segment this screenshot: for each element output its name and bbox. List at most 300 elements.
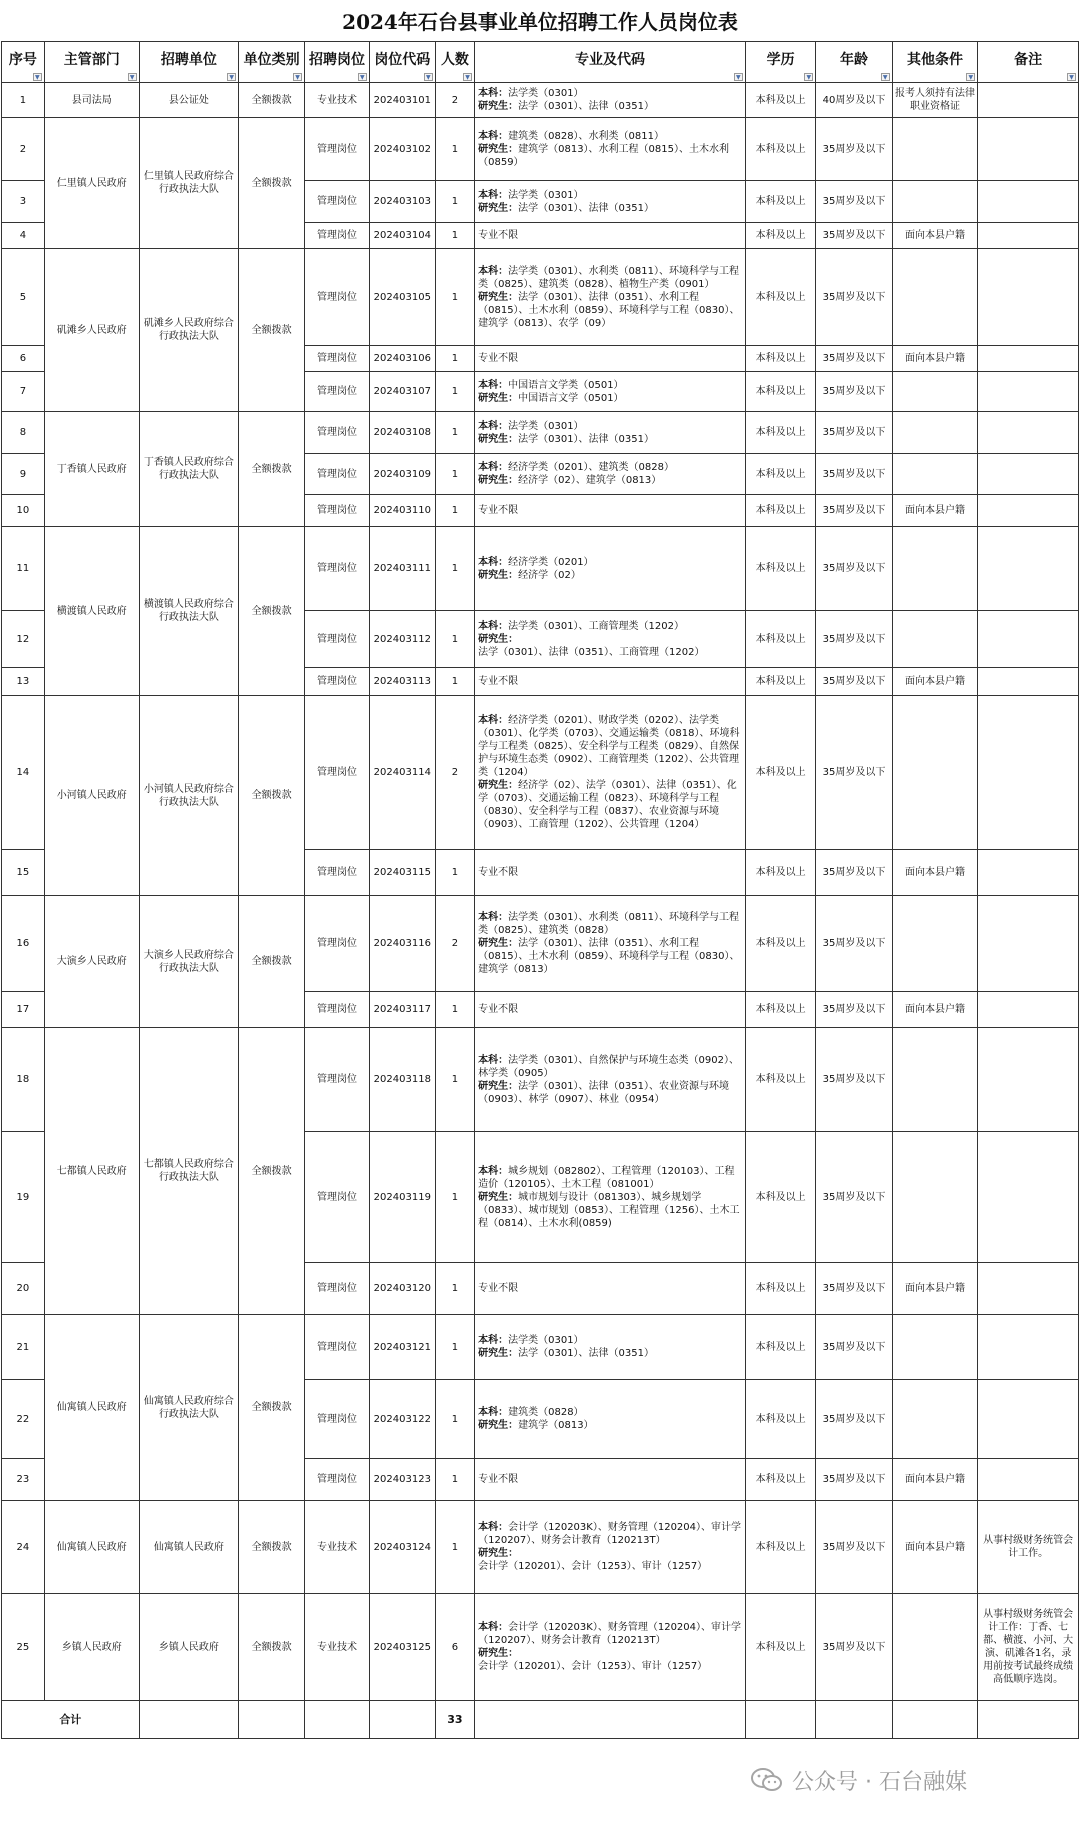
col-header-code[interactable]: 岗位代码 ▼ (369, 42, 435, 83)
col-header-other[interactable]: 其他条件 ▼ (892, 42, 978, 83)
major-line (478, 1165, 743, 1191)
cell-dept: 大演乡人民政府 (44, 896, 139, 1028)
cell-seq: 24 (2, 1501, 45, 1594)
cell-post: 管理岗位 (305, 249, 370, 346)
degree-label: 本科： (478, 1335, 509, 1346)
cell-edu: 本科及以上 (745, 611, 816, 668)
cell-major (475, 223, 746, 249)
col-header-age[interactable]: 年龄 ▼ (816, 42, 892, 83)
cell-note (978, 696, 1079, 850)
cell-major (475, 896, 746, 992)
major-line (478, 461, 743, 474)
major-text: 经济学（02） (518, 569, 581, 581)
cell-post: 专业技术 (305, 1594, 370, 1701)
major-text: 专业不限 (478, 867, 519, 878)
major-line (478, 714, 743, 779)
degree-label: 研究生： (478, 569, 519, 581)
cell-edu: 本科及以上 (745, 372, 816, 412)
major-line (478, 379, 743, 392)
cell-count: 6 (435, 1594, 474, 1701)
cell-other: 面向本县户籍 (892, 223, 978, 249)
col-header-seq[interactable]: 序号 ▼ (2, 42, 45, 83)
cell-post: 专业技术 (305, 83, 370, 118)
major-text: 法学类（0301）、水利类（0811）、环境科学与工程类（0825）、建筑类（0828）、植物生产类（0901） (478, 265, 740, 290)
major-text: 经济学（02）、建筑学（0813） (518, 475, 662, 486)
major-text: 专业不限 (478, 1004, 519, 1015)
major-text: 法学类（0301）、工商管理类（1202） (508, 620, 685, 632)
cell-edu: 本科及以上 (745, 223, 816, 249)
major-line (478, 229, 743, 242)
cell-note (978, 1263, 1079, 1315)
cell-count: 1 (435, 1501, 474, 1594)
cell-code: 202403124 (369, 1501, 435, 1594)
cell-major (475, 992, 746, 1028)
degree-label: 本科： (478, 420, 509, 432)
recruitment-table (1, 41, 1079, 1739)
major-text: 法学（0301）、法律（0351）、水利工程（0815）、土木水利（0859）、环境科学与工程（0830）、建筑学（0813） (478, 938, 740, 975)
filter-icon[interactable]: ▼ (966, 73, 975, 81)
cell-seq: 12 (2, 611, 45, 668)
cell-other (892, 1315, 978, 1380)
major-text: 法学类（0301）、自然保护与环境生态类（0902）、林学类（0905） (478, 1054, 740, 1079)
degree-label: 本科： (478, 715, 509, 726)
cell-post: 管理岗位 (305, 346, 370, 372)
degree-label: 本科： (478, 620, 509, 632)
major-line (478, 1347, 743, 1360)
cell-note (978, 1380, 1079, 1459)
major-text: 专业不限 (478, 505, 519, 516)
cell-note (978, 1132, 1079, 1263)
col-header-unit[interactable]: 招聘单位 ▼ (139, 42, 238, 83)
cell-post: 管理岗位 (305, 412, 370, 454)
degree-label: 本科： (478, 1407, 509, 1418)
col-header-count[interactable]: 人数 ▼ (435, 42, 474, 83)
cell-post: 管理岗位 (305, 495, 370, 527)
cell-major (475, 1594, 746, 1701)
cell-count: 1 (435, 527, 474, 611)
major-line (478, 620, 743, 633)
degree-label: 本科： (478, 912, 509, 923)
cell-major (475, 1263, 746, 1315)
cell-other (892, 611, 978, 668)
cell-post: 管理岗位 (305, 372, 370, 412)
cell-edu: 本科及以上 (745, 181, 816, 223)
cell-dept: 仁里镇人民政府 (44, 118, 139, 249)
cell-age: 35周岁及以下 (816, 992, 892, 1028)
cell-note (978, 83, 1079, 118)
cell-count: 2 (435, 696, 474, 850)
major-line (478, 675, 743, 688)
cell-dept: 丁香镇人民政府 (44, 412, 139, 527)
cell-age: 35周岁及以下 (816, 668, 892, 696)
cell-seq: 8 (2, 412, 45, 454)
cell-note (978, 346, 1079, 372)
cell-count: 1 (435, 118, 474, 181)
cell-post: 管理岗位 (305, 992, 370, 1028)
cell-empty (305, 1701, 370, 1739)
col-header-edu[interactable]: 学历 ▼ (745, 42, 816, 83)
major-line (478, 143, 743, 169)
cell-count: 1 (435, 249, 474, 346)
cell-note (978, 896, 1079, 992)
major-line (478, 1191, 743, 1230)
filter-icon[interactable]: ▼ (881, 73, 890, 81)
cell-age: 35周岁及以下 (816, 1594, 892, 1701)
cell-other (892, 1028, 978, 1132)
major-line (478, 265, 743, 291)
cell-seq: 5 (2, 249, 45, 346)
degree-label: 本科： (478, 379, 509, 391)
cell-seq: 4 (2, 223, 45, 249)
major-text: 会计学（120201）、会计（1253）、审计（1257） (478, 1561, 708, 1572)
major-text: 中国语言文学（0501） (518, 392, 624, 404)
cell-seq: 3 (2, 181, 45, 223)
degree-label: 本科： (478, 462, 509, 473)
major-line (478, 504, 743, 517)
cell-empty (139, 1701, 238, 1739)
cell-edu: 本科及以上 (745, 346, 816, 372)
major-line (478, 474, 743, 487)
cell-post: 管理岗位 (305, 668, 370, 696)
cell-other (892, 412, 978, 454)
degree-label: 研究生： (478, 291, 519, 303)
degree-label: 研究生： (478, 633, 519, 645)
degree-label: 本科： (478, 1054, 509, 1066)
table-row (2, 696, 1079, 850)
cell-other: 面向本县户籍 (892, 346, 978, 372)
cell-seq: 21 (2, 1315, 45, 1380)
cell-other: 面向本县户籍 (892, 1501, 978, 1594)
cell-edu: 本科及以上 (745, 992, 816, 1028)
degree-label: 研究生： (478, 1348, 519, 1359)
major-text: 专业不限 (478, 1283, 519, 1294)
cell-unit: 横渡镇人民政府综合行政执法大队 (139, 527, 238, 696)
cell-edu: 本科及以上 (745, 1028, 816, 1132)
major-line (478, 1521, 743, 1547)
major-text: 法学（0301）、法律（0351） (518, 433, 655, 445)
cell-code: 202403110 (369, 495, 435, 527)
cell-seq: 25 (2, 1594, 45, 1701)
cell-note (978, 223, 1079, 249)
degree-label: 研究生： (478, 433, 519, 445)
cell-age: 35周岁及以下 (816, 223, 892, 249)
cell-empty (816, 1701, 892, 1739)
cell-age: 35周岁及以下 (816, 1028, 892, 1132)
degree-label: 研究生： (478, 143, 519, 155)
major-text: 法学（0301）、法律（0351）、水利工程（0815）、土木水利（0859）、环境科学与工程（0830）、建筑学（0813）、农学（09） (478, 291, 740, 329)
cell-edu: 本科及以上 (745, 495, 816, 527)
degree-label: 研究生： (478, 475, 519, 486)
cell-dept: 小河镇人民政府 (44, 696, 139, 896)
major-text: 法学类（0301） (508, 1335, 584, 1346)
major-line (478, 100, 743, 113)
cell-major (475, 1132, 746, 1263)
cell-age: 35周岁及以下 (816, 249, 892, 346)
cell-other: 面向本县户籍 (892, 668, 978, 696)
major-text: 法学类（0301） (508, 420, 584, 432)
cell-other (892, 896, 978, 992)
cell-count: 2 (435, 896, 474, 992)
cell-code: 202403115 (369, 850, 435, 896)
cell-age: 35周岁及以下 (816, 896, 892, 992)
major-text: 专业不限 (478, 676, 519, 687)
cell-count: 1 (435, 372, 474, 412)
cell-major (475, 850, 746, 896)
major-line (478, 937, 743, 976)
col-header-post[interactable]: 招聘岗位 ▼ (305, 42, 370, 83)
cell-code: 202403121 (369, 1315, 435, 1380)
cell-empty (978, 1701, 1079, 1739)
cell-note (978, 181, 1079, 223)
major-line (478, 911, 743, 937)
cell-unit: 七都镇人民政府综合行政执法大队 (139, 1028, 238, 1315)
cell-major (475, 249, 746, 346)
col-header-category[interactable]: 单位类别 ▼ (239, 42, 305, 83)
cell-count: 1 (435, 346, 474, 372)
cell-dept: 矶滩乡人民政府 (44, 249, 139, 412)
filter-icon[interactable]: ▼ (1067, 73, 1076, 81)
cell-edu: 本科及以上 (745, 1380, 816, 1459)
degree-label: 研究生： (478, 202, 519, 214)
cell-edu: 本科及以上 (745, 668, 816, 696)
cell-age: 35周岁及以下 (816, 495, 892, 527)
cell-other (892, 527, 978, 611)
cell-category: 全额拨款 (239, 696, 305, 896)
filter-icon[interactable]: ▼ (128, 73, 137, 81)
major-text: 建筑类（0828） (508, 1407, 584, 1418)
cell-count: 1 (435, 850, 474, 896)
major-line (478, 202, 743, 215)
cell-unit: 县公证处 (139, 83, 238, 118)
major-line (478, 866, 743, 879)
filter-icon[interactable]: ▼ (424, 73, 433, 81)
cell-edu: 本科及以上 (745, 1315, 816, 1380)
cell-seq: 18 (2, 1028, 45, 1132)
cell-dept: 仙寓镇人民政府 (44, 1315, 139, 1501)
cell-empty (369, 1701, 435, 1739)
cell-age: 35周岁及以下 (816, 412, 892, 454)
cell-unit: 大演乡人民政府综合行政执法大队 (139, 896, 238, 1028)
table-row (2, 118, 1079, 181)
major-line (478, 130, 743, 143)
cell-code: 202403117 (369, 992, 435, 1028)
cell-dept: 乡镇人民政府 (44, 1594, 139, 1701)
major-line (478, 569, 743, 582)
cell-code: 202403108 (369, 412, 435, 454)
cell-note (978, 527, 1079, 611)
degree-label: 研究生： (478, 1548, 519, 1559)
cell-empty (239, 1701, 305, 1739)
table-row (2, 1594, 1079, 1701)
cell-seq: 17 (2, 992, 45, 1028)
cell-code: 202403102 (369, 118, 435, 181)
cell-age: 35周岁及以下 (816, 346, 892, 372)
cell-note (978, 412, 1079, 454)
cell-empty (745, 1701, 816, 1739)
table-row (2, 1315, 1079, 1380)
major-text: 法学类（0301） (508, 189, 584, 201)
cell-other: 面向本县户籍 (892, 495, 978, 527)
cell-edu: 本科及以上 (745, 412, 816, 454)
cell-post: 管理岗位 (305, 1380, 370, 1459)
table-row (2, 83, 1079, 118)
cell-age: 40周岁及以下 (816, 83, 892, 118)
cell-dept: 县司法局 (44, 83, 139, 118)
cell-edu: 本科及以上 (745, 249, 816, 346)
cell-code: 202403122 (369, 1380, 435, 1459)
cell-other: 面向本县户籍 (892, 992, 978, 1028)
degree-label: 本科： (478, 130, 509, 142)
cell-edu: 本科及以上 (745, 1594, 816, 1701)
col-header-note[interactable]: 备注 ▼ (978, 42, 1079, 83)
cell-age: 35周岁及以下 (816, 181, 892, 223)
cell-major (475, 611, 746, 668)
cell-edu: 本科及以上 (745, 118, 816, 181)
cell-edu: 本科及以上 (745, 1501, 816, 1594)
cell-major (475, 454, 746, 495)
filter-icon[interactable]: ▼ (33, 73, 42, 81)
cell-other (892, 372, 978, 412)
major-line (478, 433, 743, 446)
cell-age: 35周岁及以下 (816, 118, 892, 181)
major-text: 中国语言文学类（0501） (508, 379, 624, 391)
cell-edu: 本科及以上 (745, 527, 816, 611)
cell-category: 全额拨款 (239, 1028, 305, 1315)
cell-code: 202403125 (369, 1594, 435, 1701)
cell-age: 35周岁及以下 (816, 696, 892, 850)
cell-major (475, 668, 746, 696)
cell-seq: 7 (2, 372, 45, 412)
cell-major (475, 372, 746, 412)
total-count: 33 (435, 1701, 474, 1739)
degree-label: 研究生： (478, 1648, 519, 1659)
cell-major (475, 696, 746, 850)
cell-category: 全额拨款 (239, 896, 305, 1028)
cell-seq: 1 (2, 83, 45, 118)
degree-label: 研究生： (478, 1080, 519, 1092)
cell-code: 202403111 (369, 527, 435, 611)
cell-post: 专业技术 (305, 1501, 370, 1594)
cell-count: 1 (435, 668, 474, 696)
cell-code: 202403123 (369, 1459, 435, 1501)
cell-count: 1 (435, 1132, 474, 1263)
major-line (478, 1054, 743, 1080)
cell-post: 管理岗位 (305, 181, 370, 223)
cell-note (978, 454, 1079, 495)
degree-label: 本科： (478, 1522, 509, 1533)
filter-icon[interactable]: ▼ (734, 73, 743, 81)
major-line (478, 1419, 743, 1432)
cell-category: 全额拨款 (239, 118, 305, 249)
cell-count: 1 (435, 454, 474, 495)
page-title: 2024年石台县事业单位招聘工作人员岗位表 (342, 9, 738, 34)
cell-note: 从事村级财务统管会计工作。 (978, 1501, 1079, 1594)
filter-icon[interactable]: ▼ (358, 73, 367, 81)
major-text: 法学（0301）、法律（0351） (518, 101, 655, 112)
cell-post: 管理岗位 (305, 527, 370, 611)
major-line (478, 1282, 743, 1295)
major-text: 会计学（120203K）、财务管理（120204）、审计学（120207）、财务会计教育（120213T） (478, 1622, 742, 1646)
degree-label: 本科： (478, 1622, 509, 1633)
cell-unit: 乡镇人民政府 (139, 1594, 238, 1701)
cell-dept: 横渡镇人民政府 (44, 527, 139, 696)
cell-code: 202403114 (369, 696, 435, 850)
cell-post: 管理岗位 (305, 696, 370, 850)
major-text: 法学类（0301） (508, 88, 584, 99)
filter-icon[interactable]: ▼ (227, 73, 236, 81)
major-text: 建筑学（0813）、水利工程（0815）、土木水利（0859） (478, 143, 730, 168)
total-label: 合计 (2, 1701, 140, 1739)
major-line (478, 1473, 743, 1486)
cell-category: 全额拨款 (239, 249, 305, 412)
col-header-dept[interactable]: 主管部门 ▼ (44, 42, 139, 83)
cell-edu: 本科及以上 (745, 1459, 816, 1501)
cell-other (892, 249, 978, 346)
major-text: 专业不限 (478, 230, 519, 241)
wechat-icon (750, 1767, 784, 1793)
major-text: 法学（0301）、法律（0351） (518, 202, 655, 214)
cell-count: 1 (435, 1263, 474, 1315)
cell-count: 1 (435, 223, 474, 249)
watermark-text: 公众号 · 石台融媒 (792, 1769, 967, 1795)
cell-edu: 本科及以上 (745, 696, 816, 850)
cell-seq: 6 (2, 346, 45, 372)
cell-post: 管理岗位 (305, 1459, 370, 1501)
cell-empty (892, 1701, 978, 1739)
cell-code: 202403116 (369, 896, 435, 992)
cell-other: 面向本县户籍 (892, 1263, 978, 1315)
major-text: 法学（0301）、法律（0351）、农业资源与环境（0903）、林学（0907）、林业（0954） (478, 1080, 730, 1105)
cell-major (475, 181, 746, 223)
degree-label: 研究生： (478, 1420, 519, 1431)
major-line (478, 1334, 743, 1347)
major-line (478, 556, 743, 569)
cell-post: 管理岗位 (305, 1315, 370, 1380)
cell-age: 35周岁及以下 (816, 1315, 892, 1380)
filter-icon[interactable]: ▼ (293, 73, 302, 81)
major-line (478, 1647, 743, 1673)
major-text: 会计学（120201）、会计（1253）、审计（1257） (478, 1661, 708, 1672)
major-line (478, 87, 743, 100)
cell-category: 全额拨款 (239, 83, 305, 118)
cell-post: 管理岗位 (305, 223, 370, 249)
major-line (478, 1621, 743, 1647)
major-text: 专业不限 (478, 353, 519, 364)
degree-label: 研究生： (478, 101, 519, 112)
col-header-major[interactable]: 专业及代码 ▼ (475, 42, 746, 83)
major-line (478, 1080, 743, 1106)
cell-code: 202403104 (369, 223, 435, 249)
major-text: 城市规划与设计（081303）、城乡规划学（0833）、城市规划（0853）、工程管理（1256）、土木工程（0814）、土木水利(0859) (478, 1191, 740, 1229)
cell-note (978, 118, 1079, 181)
cell-post: 管理岗位 (305, 1028, 370, 1132)
cell-other (892, 1594, 978, 1701)
cell-note (978, 249, 1079, 346)
degree-label: 研究生： (478, 938, 519, 949)
major-line (478, 291, 743, 330)
cell-count: 1 (435, 1459, 474, 1501)
cell-edu: 本科及以上 (745, 1263, 816, 1315)
cell-age: 35周岁及以下 (816, 1459, 892, 1501)
total-row (2, 1701, 1079, 1739)
cell-unit: 仙寓镇人民政府 (139, 1501, 238, 1594)
cell-major (475, 346, 746, 372)
cell-note (978, 495, 1079, 527)
cell-post: 管理岗位 (305, 850, 370, 896)
cell-code: 202403107 (369, 372, 435, 412)
filter-icon[interactable]: ▼ (804, 73, 813, 81)
filter-icon[interactable]: ▼ (463, 73, 472, 81)
